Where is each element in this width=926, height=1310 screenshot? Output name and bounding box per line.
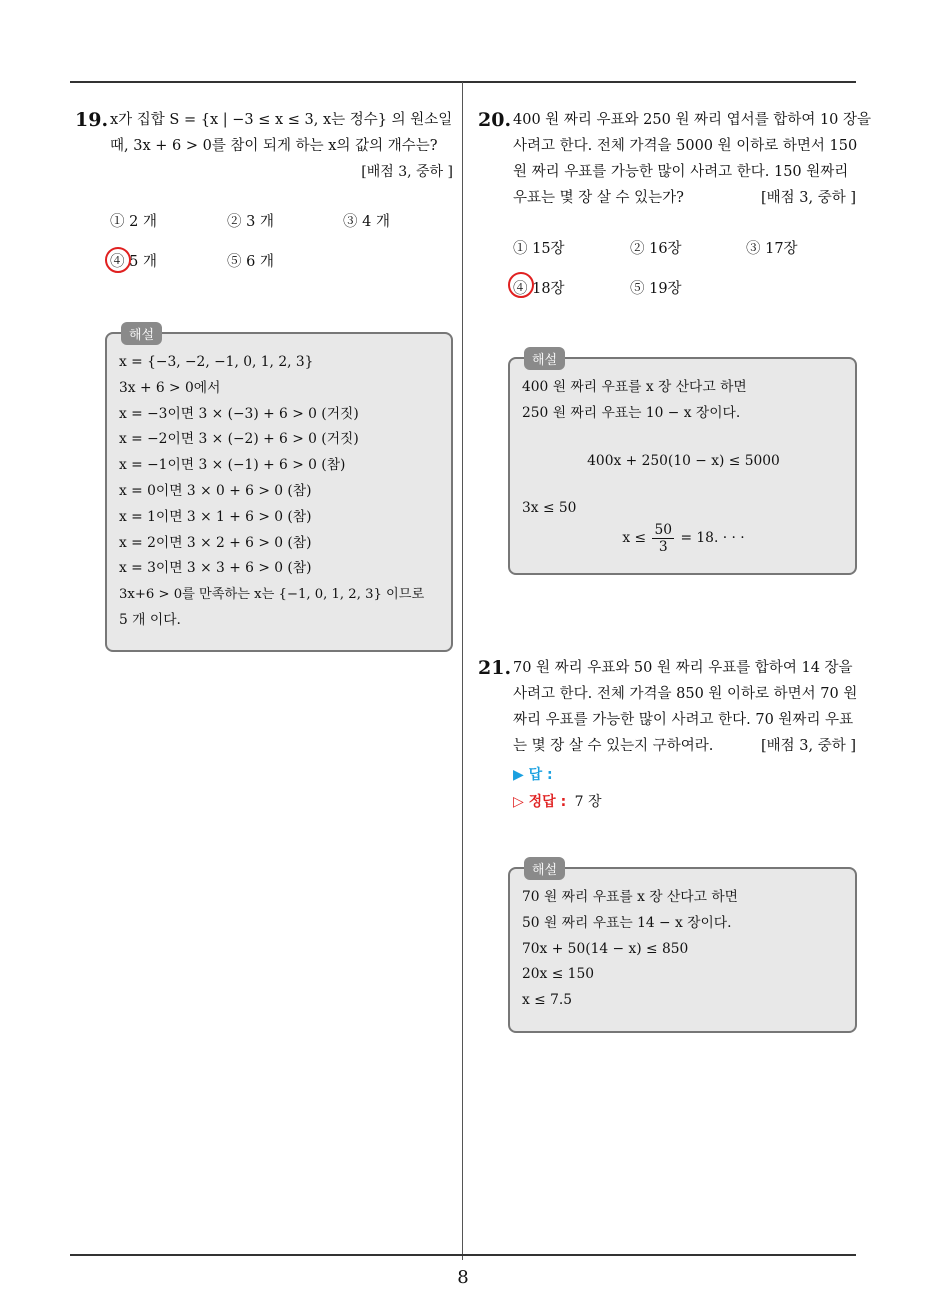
top-rule: [70, 81, 856, 83]
explanation-line: x = −1이면 3 × (−1) + 6 > 0 (참): [119, 457, 346, 474]
answer-input-row[interactable]: [513, 764, 553, 784]
correct-answer-value: 7 장: [574, 794, 602, 810]
choice-5[interactable]: ⑤ 6 개: [227, 254, 274, 270]
explanation-line: x = 2이면 3 × 2 + 6 > 0 (참): [119, 534, 312, 551]
explanation-box-21: [508, 863, 857, 1033]
explanation-line: 3x ≤ 50: [522, 500, 577, 517]
explanation-box-20: [508, 353, 857, 575]
score-label: [배점 3, 중하 ]: [760, 190, 856, 206]
choice-4[interactable]: ④ 5 개: [110, 254, 157, 270]
column-divider: [462, 82, 463, 1260]
choice-5[interactable]: ⑤ 19장: [630, 281, 682, 297]
answer-circle-mark: [508, 272, 534, 298]
question-line: x가 집합 S = {x | −3 ≤ x ≤ 3, x는 정수} 의 원소일: [110, 112, 453, 128]
page-number: 8: [457, 1267, 469, 1288]
question-20-stem: [478, 107, 872, 211]
question-number: 19.: [75, 109, 109, 131]
question-21: [478, 655, 856, 759]
choice-1[interactable]: ① 2 개: [110, 214, 157, 230]
question-line: 짜리 우표를 가능한 많이 사려고 한다. 70 원짜리 우표: [513, 712, 854, 728]
explanation-fraction-line: [522, 522, 845, 555]
choice-1[interactable]: ① 15장: [513, 241, 565, 257]
question-line: 원 짜리 우표를 가능한 많이 사려고 한다. 150 원짜리: [513, 164, 849, 180]
score-label: [배점 3, 중하 ]: [760, 738, 856, 754]
score-label: [배점 3, 중하 ]: [361, 164, 453, 180]
explanation-equation: 400x + 250(10 − x) ≤ 5000: [587, 452, 780, 469]
choice-3[interactable]: ③ 4 개: [343, 214, 390, 230]
correct-answer-label: ▷ 정답 :: [513, 794, 567, 810]
question-20: [478, 107, 872, 211]
question-line: 때, 3x + 6 > 0를 참이 되게 하는 x의 값의 개수는?: [110, 138, 438, 154]
question-19: [75, 107, 453, 185]
question-number: 20.: [478, 109, 512, 131]
fraction-denominator: 3: [658, 539, 668, 556]
question-line: 사려고 한다. 전체 가격을 850 원 이하로 하면서 70 원: [513, 686, 858, 702]
explanation-line: 20x ≤ 150: [522, 966, 595, 983]
explanation-line: 5 개 이다.: [119, 611, 181, 628]
correct-answer-row: [513, 791, 602, 811]
explanation-line: x = −3이면 3 × (−3) + 6 > 0 (거짓): [119, 405, 359, 422]
explanation-line: 250 원 짜리 우표는 10 − x 장이다.: [522, 404, 741, 421]
explanation-line: x = 0이면 3 × 0 + 6 > 0 (참): [119, 482, 312, 499]
fraction-rhs: = 18. · · ·: [680, 530, 745, 547]
explanation-line: 3x+6 > 0를 만족하는 x는 {−1, 0, 1, 2, 3} 이므로: [119, 587, 425, 603]
explanation-tag: 해설: [121, 322, 162, 345]
explanation-line: x = 3이면 3 × 3 + 6 > 0 (참): [119, 560, 312, 577]
explanation-line: 400 원 짜리 우표를 x 장 산다고 하면: [522, 379, 747, 395]
explanation-line: 70x + 50(14 − x) ≤ 850: [522, 940, 689, 957]
answer-circle-mark: [105, 247, 131, 273]
explanation-line: 70 원 짜리 우표를 x 장 산다고 하면: [522, 889, 738, 905]
explanation-box-19: [105, 328, 453, 652]
bottom-rule: [70, 1254, 856, 1256]
explanation-tag: 해설: [524, 347, 565, 370]
fraction-lhs: x ≤: [622, 530, 647, 547]
question-19-stem: [75, 107, 453, 185]
question-line: 는 몇 장 살 수 있는지 구하여라.: [513, 738, 714, 754]
question-line: 우표는 몇 장 살 수 있는가?: [513, 190, 684, 206]
explanation-tag: 해설: [524, 857, 565, 880]
explanation-line: x ≤ 7.5: [522, 992, 573, 1009]
question-number: 21.: [478, 657, 512, 679]
choice-2[interactable]: ② 3 개: [227, 214, 274, 230]
explanation-line: 3x + 6 > 0에서: [119, 379, 221, 396]
question-line: 400 원 짜리 우표와 250 원 짜리 엽서를 합하여 10 장을: [513, 112, 872, 128]
choice-2[interactable]: ② 16장: [630, 241, 682, 257]
explanation-line: 50 원 짜리 우표는 14 − x 장이다.: [522, 914, 732, 931]
explanation-line: x = {−3, −2, −1, 0, 1, 2, 3}: [119, 354, 314, 370]
choice-4[interactable]: ④ 18장: [513, 281, 565, 297]
question-line: 사려고 한다. 전체 가격을 5000 원 이하로 하면서 150: [513, 138, 858, 154]
fraction-numerator: 50: [654, 522, 673, 539]
question-line: 70 원 짜리 우표와 50 원 짜리 우표를 합하여 14 장을: [513, 660, 853, 676]
explanation-line: x = −2이면 3 × (−2) + 6 > 0 (거짓): [119, 431, 359, 448]
choice-3[interactable]: ③ 17장: [746, 241, 798, 257]
answer-label: ▶ 답 :: [513, 767, 553, 783]
fraction: [652, 522, 674, 555]
explanation-line: x = 1이면 3 × 1 + 6 > 0 (참): [119, 508, 312, 525]
question-21-stem: [478, 655, 856, 759]
